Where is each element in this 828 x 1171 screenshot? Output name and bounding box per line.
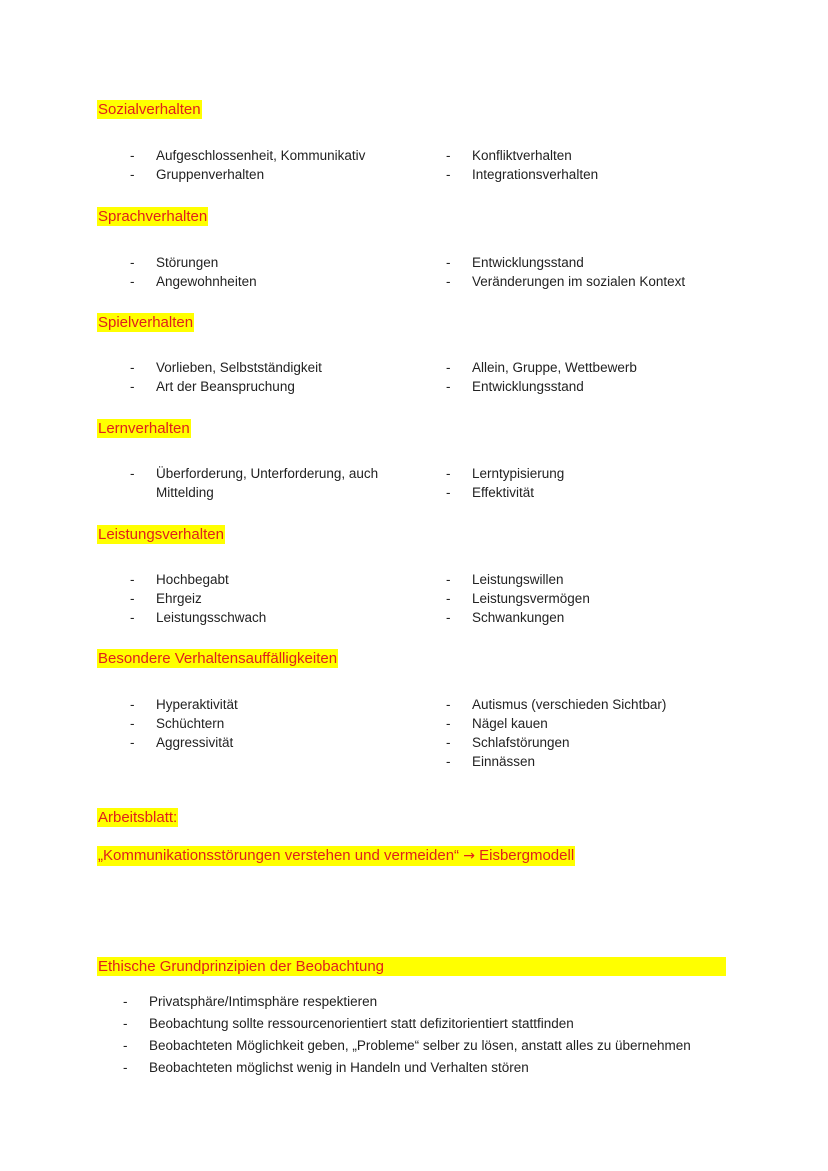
section-heading-sozialverhalten: Sozialverhalten xyxy=(98,101,201,118)
leistungsverhalten-list-right xyxy=(446,570,590,627)
ethics-list xyxy=(123,991,691,1079)
section-heading-verhaltensauffaelligkeiten: Besondere Verhaltensauffälligkeiten xyxy=(98,650,338,667)
list-item: - Hochbegabt xyxy=(130,570,266,589)
list-item: - Gruppenverhalten xyxy=(130,165,365,184)
list-item: - Beobachteten möglichst wenig in Handeln und Verhalten stören xyxy=(123,1057,691,1079)
list-item: - Hyperaktivität xyxy=(130,695,238,714)
sozialverhalten-list-right xyxy=(446,146,598,184)
list-item: - Leistungsschwach xyxy=(130,608,266,627)
list-item: - Überforderung, Unterforderung, auch Mittelding xyxy=(130,464,396,502)
list-item: - Vorlieben, Selbstständigkeit xyxy=(130,358,322,377)
lernverhalten-list-right xyxy=(446,464,564,502)
list-item: - Schüchtern xyxy=(130,714,238,733)
list-item: - Störungen xyxy=(130,253,257,272)
list-item: - Privatsphäre/Intimsphäre respektieren xyxy=(123,991,691,1013)
list-item: - Schwankungen xyxy=(446,608,590,627)
sprachverhalten-list-right xyxy=(446,253,685,291)
right-arrow-icon: → xyxy=(463,848,475,864)
list-item: - Schlafstörungen xyxy=(446,733,666,752)
list-item: - Entwicklungsstand xyxy=(446,377,637,396)
list-item: - Leistungsvermögen xyxy=(446,589,590,608)
sozialverhalten-list-left xyxy=(130,146,365,184)
list-item: - Effektivität xyxy=(446,483,564,502)
worksheet-title-text: „Kommunikationsstörungen verstehen und vermeiden“ xyxy=(98,847,460,864)
spielverhalten-list-left xyxy=(130,358,322,396)
list-item: - Leistungswillen xyxy=(446,570,590,589)
worksheet-title xyxy=(97,846,575,866)
list-item: - Beobachteten Möglichkeit geben, „Probleme“ selber zu lösen, anstatt alles zu übernehmen xyxy=(123,1035,691,1057)
worksheet-model: Eisbergmodell xyxy=(479,847,575,864)
verhaltensauffaelligkeiten-list-right xyxy=(446,695,666,771)
list-item: - Aufgeschlossenheit, Kommunikativ xyxy=(130,146,365,165)
worksheet-label: Arbeitsblatt: xyxy=(98,809,178,826)
section-heading-lernverhalten: Lernverhalten xyxy=(98,420,190,437)
list-item: - Einnässen xyxy=(446,752,666,771)
list-item: - Autismus (verschieden Sichtbar) xyxy=(446,695,666,714)
list-item: - Entwicklungsstand xyxy=(446,253,685,272)
list-item: - Allein, Gruppe, Wettbewerb xyxy=(446,358,637,377)
list-item: - Aggressivität xyxy=(130,733,238,752)
list-item: - Art der Beanspruchung xyxy=(130,377,322,396)
list-item: - Konfliktverhalten xyxy=(446,146,598,165)
lernverhalten-list-left xyxy=(130,464,396,502)
list-item: - Veränderungen im sozialen Kontext xyxy=(446,272,685,291)
verhaltensauffaelligkeiten-list-left xyxy=(130,695,238,752)
list-item: - Lerntypisierung xyxy=(446,464,564,483)
section-heading-sprachverhalten: Sprachverhalten xyxy=(98,208,208,225)
list-item: - Angewohnheiten xyxy=(130,272,257,291)
spielverhalten-list-right xyxy=(446,358,637,396)
sprachverhalten-list-left xyxy=(130,253,257,291)
section-heading-spielverhalten: Spielverhalten xyxy=(98,314,194,331)
list-item: - Beobachtung sollte ressourcenorientiert statt defizitorientiert stattfinden xyxy=(123,1013,691,1035)
leistungsverhalten-list-left xyxy=(130,570,266,627)
list-item: - Nägel kauen xyxy=(446,714,666,733)
section-heading-leistungsverhalten: Leistungsverhalten xyxy=(98,526,224,543)
list-item: - Ehrgeiz xyxy=(130,589,266,608)
section-heading-ethics: Ethische Grundprinzipien der Beobachtung xyxy=(97,957,726,976)
list-item: - Integrationsverhalten xyxy=(446,165,598,184)
